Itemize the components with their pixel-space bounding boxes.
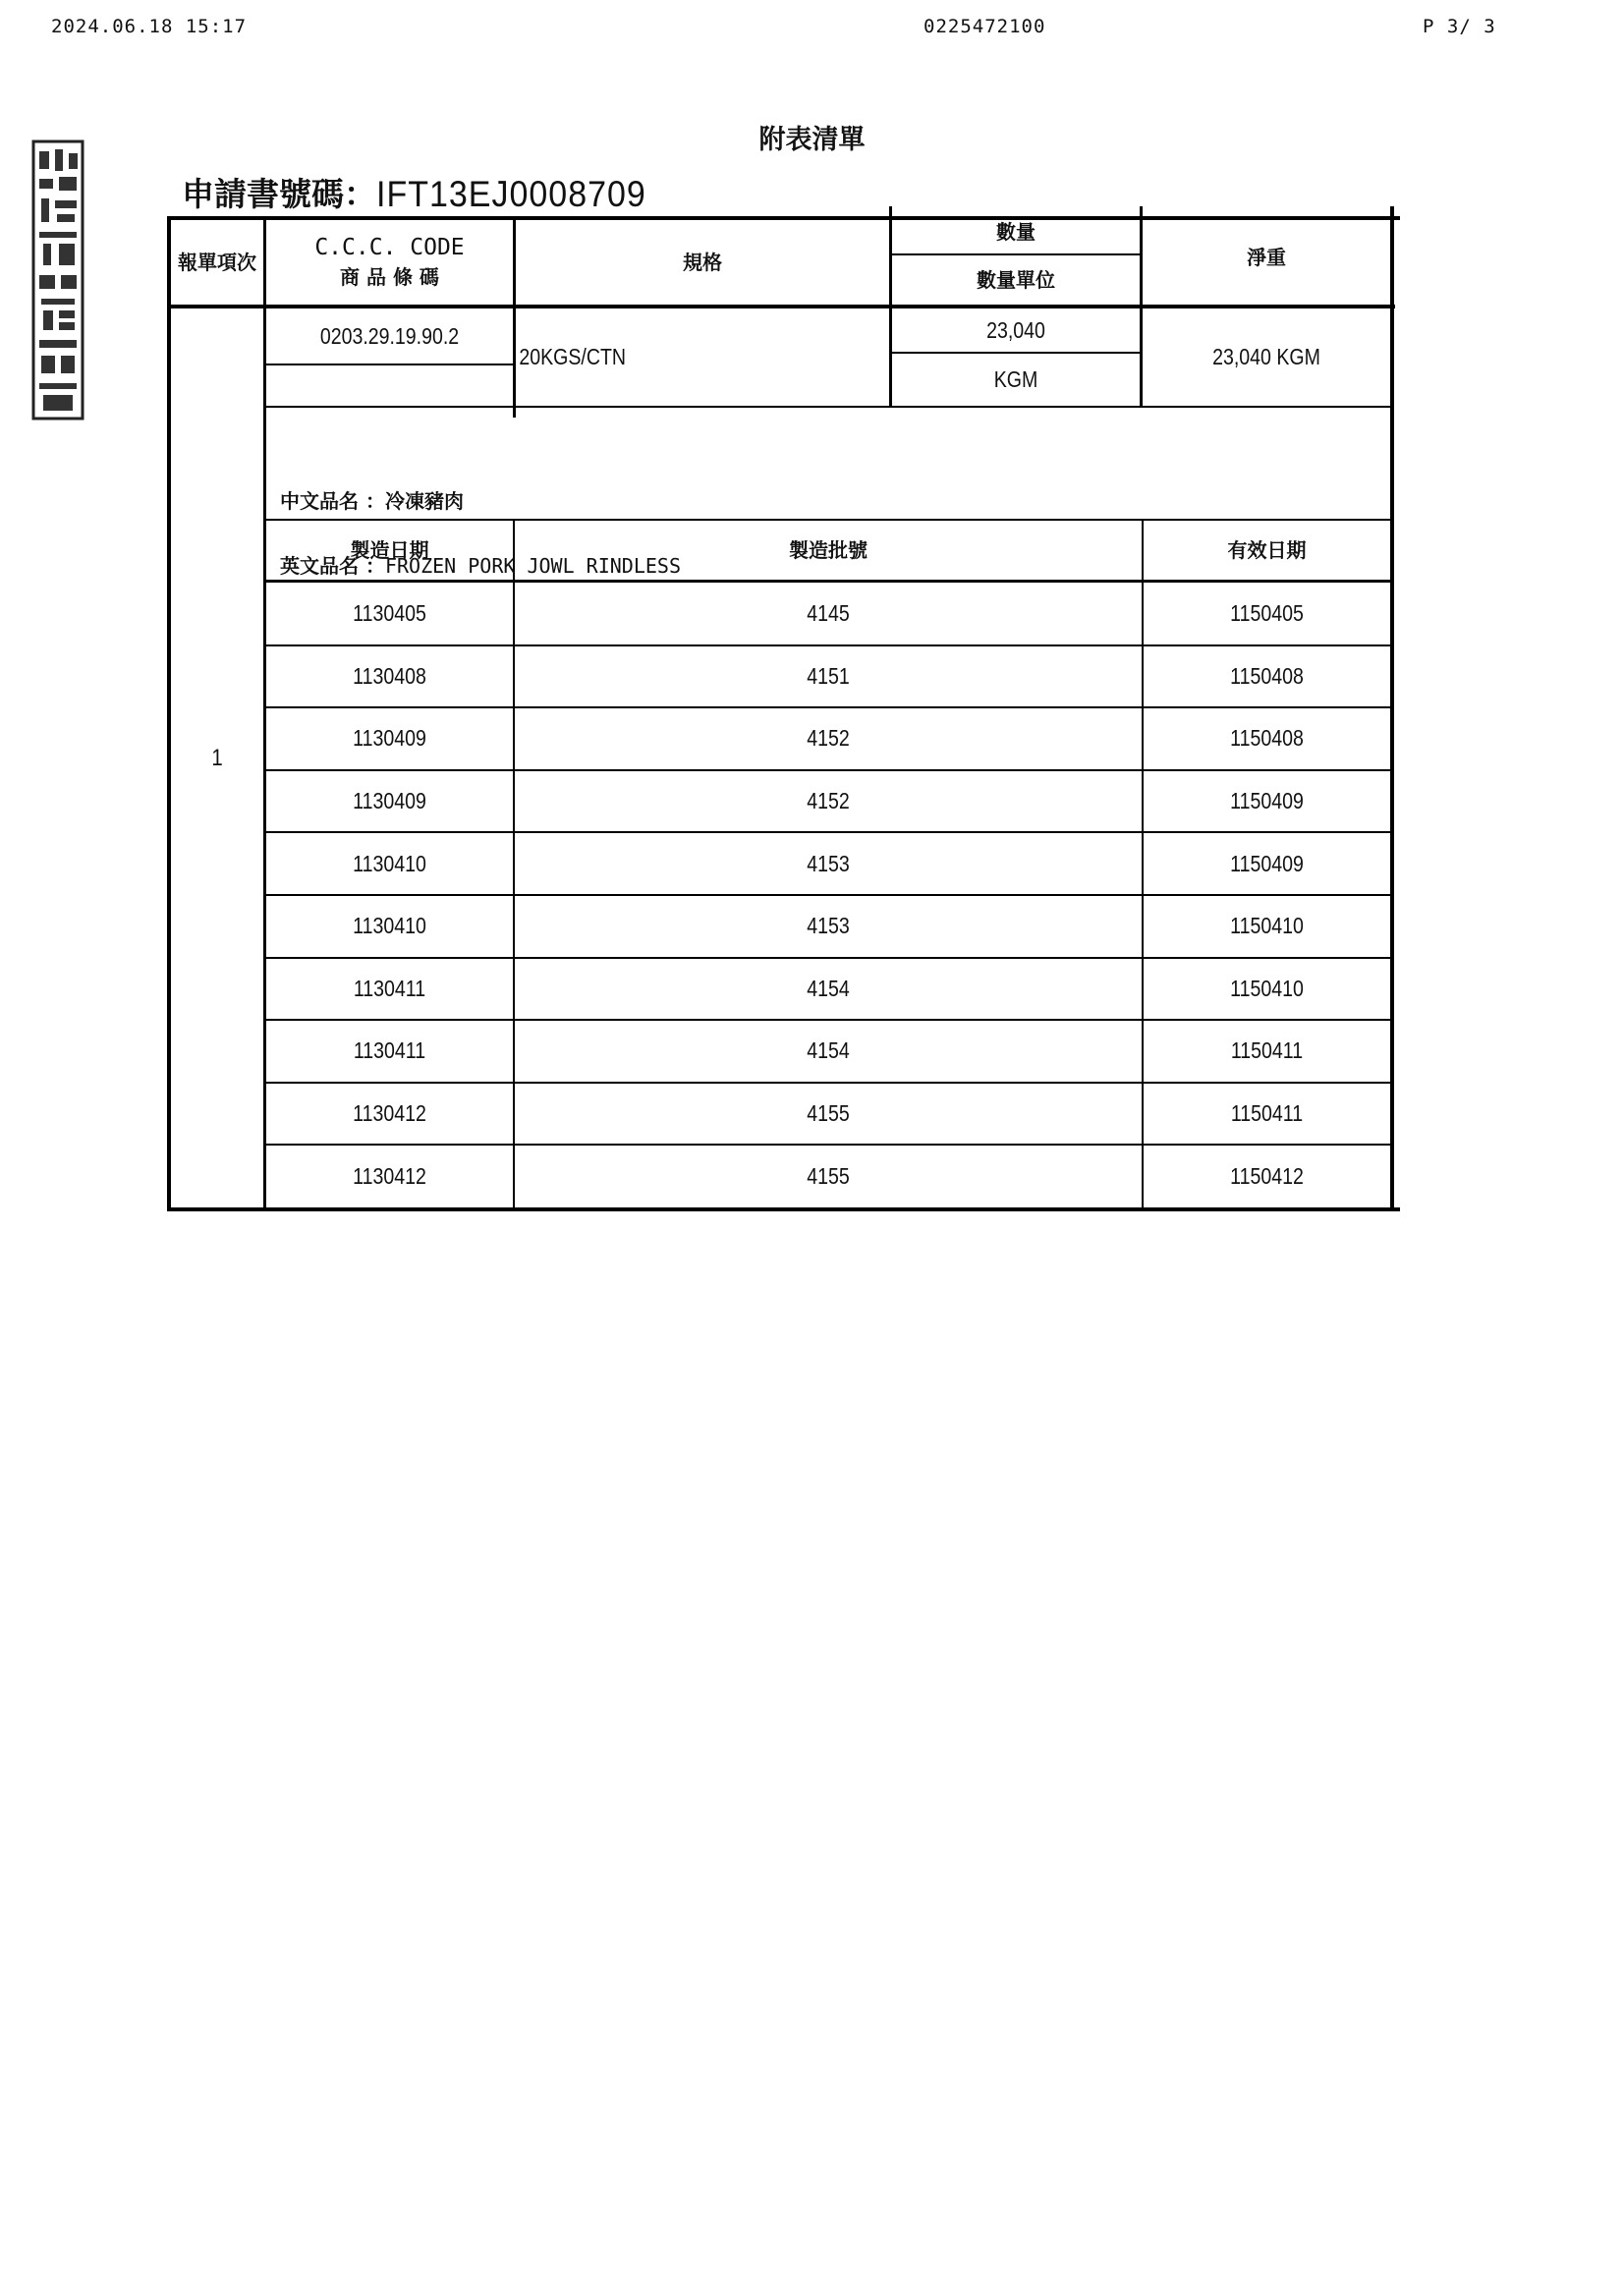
lot-expiry-date: 1150411 xyxy=(1230,1100,1304,1127)
chinese-name-label: 中文品名 ： xyxy=(280,489,385,513)
lot-batch-no: 4145 xyxy=(807,600,850,627)
lot-batch-no: 4154 xyxy=(807,975,850,1001)
chinese-name: 冷凍豬肉 xyxy=(384,489,464,513)
lot-manufacture-date: 1130409 xyxy=(353,788,426,814)
fax-number: 0225472100 xyxy=(924,16,1046,37)
lot-manufacture-date: 1130405 xyxy=(353,600,426,627)
fax-page-number: P 3/ 3 xyxy=(1423,16,1496,37)
item-quantity-unit: KGM xyxy=(993,366,1038,392)
lot-expiry-date: 1150409 xyxy=(1230,850,1304,876)
side-stamp-icon xyxy=(29,138,90,422)
lot-expiry-date: 1150410 xyxy=(1230,975,1304,1001)
header-ccc-code: C.C.C. CODE xyxy=(314,235,465,260)
lot-batch-no: 4155 xyxy=(807,1100,850,1127)
lot-batch-no: 4152 xyxy=(807,725,850,752)
lot-manufacture-date: 1130412 xyxy=(353,1162,426,1189)
item-number: 1 xyxy=(211,744,223,771)
lot-batch-no: 4153 xyxy=(807,850,850,876)
header-quantity: 數量 xyxy=(996,220,1036,244)
item-ccc-code: 0203.29.19.90.2 xyxy=(319,322,460,349)
lot-expiry-date: 1150409 xyxy=(1230,788,1304,814)
fax-header xyxy=(0,16,1624,45)
document-title: 附表清單 xyxy=(758,125,866,155)
lot-expiry-date: 1150411 xyxy=(1230,1037,1304,1064)
header-product-code: 商 品 條 碼 xyxy=(340,265,439,289)
chinese-name-line xyxy=(280,490,681,512)
lot-header-batch-no: 製造批號 xyxy=(789,538,868,562)
header-item-no: 報單項次 xyxy=(178,251,256,274)
english-name: FROZEN PORK JOWL RINDLESS xyxy=(384,554,681,578)
lot-batch-no: 4153 xyxy=(807,913,850,939)
lot-expiry-date: 1150408 xyxy=(1230,725,1304,752)
english-name-line xyxy=(280,555,681,577)
item-net-weight: 23,040 KGM xyxy=(1212,344,1320,369)
lot-manufacture-date: 1130408 xyxy=(353,662,426,689)
fax-datetime: 2024.06.18 15:17 xyxy=(51,16,248,37)
lot-manufacture-date: 1130409 xyxy=(353,725,426,752)
attachment-table xyxy=(167,206,1400,1211)
lot-batch-no: 4155 xyxy=(807,1162,850,1189)
lot-batch-no: 4151 xyxy=(807,662,850,689)
application-number: IFT13EJ0008709 xyxy=(376,174,646,215)
english-name-label: 英文品名 ： xyxy=(280,554,385,578)
application-number-label: 申請書號碼： xyxy=(182,175,376,213)
lot-expiry-date: 1150408 xyxy=(1230,662,1304,689)
header-net-weight: 淨重 xyxy=(1247,246,1286,269)
header-code-cell xyxy=(266,220,513,305)
header-quantity-unit: 數量單位 xyxy=(977,268,1055,292)
item-quantity: 23,040 xyxy=(986,316,1045,343)
lot-expiry-date: 1150412 xyxy=(1230,1162,1304,1189)
lot-batch-no: 4154 xyxy=(807,1037,850,1064)
lot-manufacture-date: 1130410 xyxy=(353,913,426,939)
item-spec: 20KGS/CTN xyxy=(519,344,627,369)
lot-header-manufacture-date: 製造日期 xyxy=(350,538,429,562)
lot-manufacture-date: 1130411 xyxy=(353,1037,426,1064)
lot-manufacture-date: 1130410 xyxy=(353,850,426,876)
lot-manufacture-date: 1130412 xyxy=(353,1100,426,1127)
lot-expiry-date: 1150410 xyxy=(1230,913,1304,939)
lot-expiry-date: 1150405 xyxy=(1230,600,1304,627)
lot-manufacture-date: 1130411 xyxy=(353,975,426,1001)
product-names xyxy=(280,447,681,598)
lot-header-expiry-date: 有效日期 xyxy=(1227,538,1307,562)
lot-batch-no: 4152 xyxy=(807,788,850,814)
header-spec: 規格 xyxy=(683,251,722,274)
